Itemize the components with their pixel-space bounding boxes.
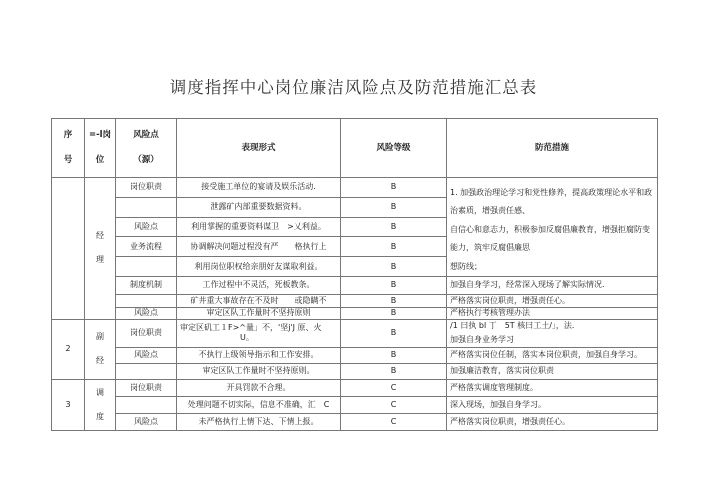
manifest-cell: 工作过程中不灵活，死板教条。 — [177, 276, 341, 294]
post-cell-dispatcher: 调 度 — [85, 379, 116, 430]
header-risk-level: 风险等级 — [341, 119, 447, 178]
manifest-cell: 协调解决问题过程没有严 格执行上 — [177, 237, 341, 257]
table-row — [52, 319, 658, 347]
manifest-cell: 接受施工单位的宴请及娱乐活动. — [177, 178, 341, 198]
post-cell-deputy-manager: 副 经 — [85, 319, 116, 379]
manifest-cell: 不执行上级领导指示和工作安排。 — [177, 347, 341, 363]
manifest-cell: 利用岗位职权给亲朋好友谋取利益。 — [177, 257, 341, 277]
manifest-cell: 矿井重大事故存在不及时 或隐瞒不 — [177, 294, 341, 307]
risk-cell — [116, 197, 177, 217]
risk-cell — [116, 257, 177, 277]
measures-cell-political-study: 1. 加强政治理论学习和党性修养，提高政策理论水平和政治素质，增强责任感、 自信心和意志力，积极参加反腐倡廉教育，增强拒腐防变能力，筑牢反腐倡廉思 想防线； — [447, 178, 658, 277]
level-cell: B — [341, 307, 447, 319]
level-cell: B — [341, 257, 447, 277]
serial-cell-3: 3 — [52, 379, 85, 430]
level-cell: B — [341, 197, 447, 217]
table-row — [52, 363, 658, 379]
measure-cell: 严格落实调度管理制度。 — [447, 379, 658, 396]
header-serial-number: 序 号 — [52, 119, 85, 178]
manifest-cell: 泄露矿内部重要数据资料。 — [177, 197, 341, 217]
serial-cell-1 — [52, 178, 85, 320]
risk-cell: 制度机制 — [116, 276, 177, 294]
measure-cell: 严格落实岗位任制，落实本岗位职责，加强自身学习。 — [447, 347, 658, 363]
measure-cell: 深入现场，加强自身学习。 — [447, 396, 658, 413]
level-cell: B — [341, 319, 447, 347]
risk-cell — [116, 363, 177, 379]
risk-cell: 风险点 — [116, 307, 177, 319]
level-cell: C — [341, 379, 447, 396]
table-row — [52, 379, 658, 396]
level-cell: C — [341, 396, 447, 413]
measure-cell: 严格落实岗位职责，增强责任心。 — [447, 294, 658, 307]
table-row — [52, 307, 658, 319]
level-cell: B — [341, 178, 447, 198]
level-cell: B — [341, 237, 447, 257]
header-prevention-measures: 防范措施 — [447, 119, 658, 178]
level-cell: B — [341, 276, 447, 294]
risk-cell: 业务流程 — [116, 237, 177, 257]
level-cell: B — [341, 217, 447, 237]
level-cell: C — [341, 413, 447, 430]
measure-cell: 加强廉洁教育，落实岗位职责 — [447, 363, 658, 379]
table-row — [52, 276, 658, 294]
serial-cell-2: 2 — [52, 319, 85, 379]
level-cell: B — [341, 363, 447, 379]
measure-cell: 严格执行考核管理办法 — [447, 307, 658, 319]
manifest-cell: 未严格执行上情下达、下情上报。 — [177, 413, 341, 430]
risk-cell: 岗位职责 — [116, 379, 177, 396]
manifest-cell: 处理问题不切实际，信息不准确，汇 C — [177, 396, 341, 413]
page-title: 调度指挥中心岗位廉洁风险点及防范措施汇总表 — [169, 78, 538, 97]
level-cell: B — [341, 347, 447, 363]
manifest-cell: 利用掌握的重要资料谋卫 >乂利益。 — [177, 217, 341, 237]
risk-cell — [116, 396, 177, 413]
measure-cell: 加强自身学习，经常深入现场了解实际情况. — [447, 276, 658, 294]
header-row — [52, 119, 658, 178]
risk-cell: 岗位职责 — [116, 319, 177, 347]
header-manifestation: 表现形式 — [177, 119, 341, 178]
risk-cell: 风险点 — [116, 217, 177, 237]
measure-cell: 严格落实岗位职责，增强责任心。 — [447, 413, 658, 430]
manifest-cell: 开具罚款不合理。 — [177, 379, 341, 396]
table-row — [52, 396, 658, 413]
header-risk-point: 风险点 （源） — [116, 119, 177, 178]
risk-cell: 岗位职责 — [116, 178, 177, 198]
table-row — [52, 294, 658, 307]
header-post: =-l岗 位 — [85, 119, 116, 178]
post-cell-manager: 经 理 — [85, 178, 116, 320]
risk-cell: 风险点 — [116, 413, 177, 430]
table-row — [52, 178, 658, 198]
table-row — [52, 347, 658, 363]
table-row — [52, 413, 658, 430]
manifest-cell: 审定区矶工１F>^量」不，'坚j'J 原、火 U。 — [177, 319, 341, 347]
manifest-cell: 审定区队工作量时不坚持原则。 — [177, 363, 341, 379]
risk-cell: 风险点 — [116, 347, 177, 363]
manifest-cell: 审定区队工作量时不坚持原则 — [177, 307, 341, 319]
measure-cell: /1 曰执 bl 丁 5T 核曰工土/」，法. 加强自身业务学习 — [447, 319, 658, 347]
risk-summary-table — [51, 118, 658, 431]
risk-cell — [116, 294, 177, 307]
level-cell: B — [341, 294, 447, 307]
